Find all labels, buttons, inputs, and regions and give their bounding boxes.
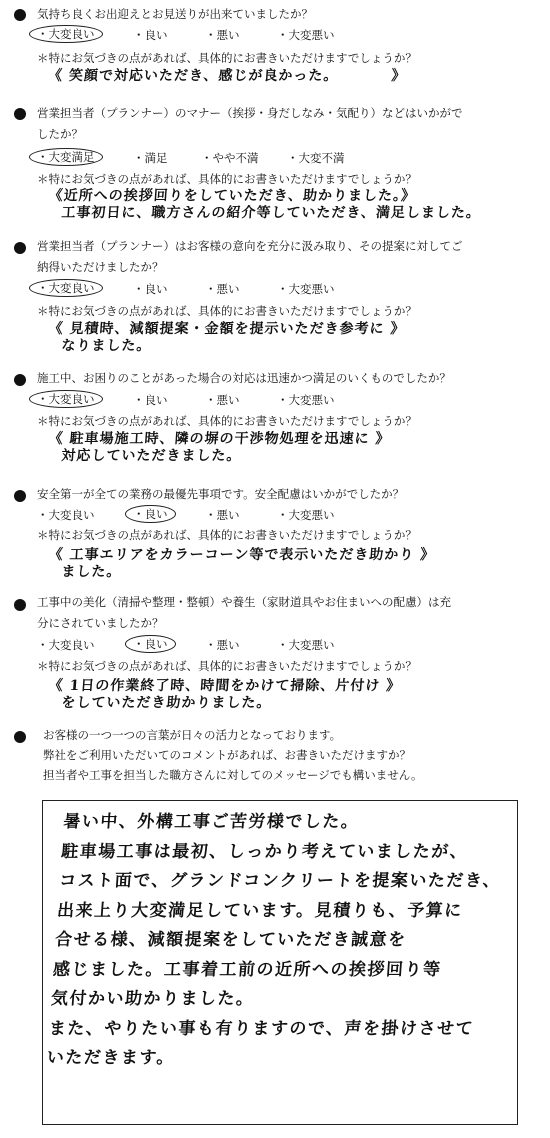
option[interactable]: ・良い [133, 28, 168, 42]
handwritten-answer: 《 笑顔で対応いただき、感じが良かった。 》 [47, 68, 407, 84]
option[interactable]: ・大変悪い [277, 393, 335, 407]
bullet-icon [14, 490, 26, 502]
option[interactable]: ・悪い [205, 508, 240, 522]
question-text: 工事中の美化（清掃や整理・整頓）や養生（家財道具やお住まいへの配慮）は充 分にされていましたか？ [37, 595, 451, 630]
comment-prompt: ＊特にお気づきの点があれば、具体的にお書きいただけますでしょうか？ [37, 528, 417, 542]
option[interactable]: ・悪い [205, 28, 240, 42]
comment-prompt: ＊特にお気づきの点があれば、具体的にお書きいただけますでしょうか？ [37, 51, 417, 65]
bullet-icon [14, 242, 26, 254]
option[interactable]: ・悪い [205, 638, 240, 652]
option[interactable]: ・大変悪い [277, 28, 335, 42]
comment-prompt: ＊特にお気づきの点があれば、具体的にお書きいただけますでしょうか？ [37, 172, 417, 186]
option[interactable]: ・良い [133, 393, 168, 407]
comment-prompt: ＊特にお気づきの点があれば、具体的にお書きいただけますでしょうか？ [37, 304, 417, 318]
question-text: 気持ち良くお出迎えとお見送りが出来ていましたか？ [37, 7, 313, 21]
option[interactable]: ・大変悪い [277, 282, 335, 296]
bullet-icon [14, 108, 26, 120]
handwritten-answer: 《 工事エリアをカラーコーン等で表示いただき助かり 》 ました。 [48, 547, 436, 580]
handwritten-answer: 《 1日の作業終了時、時間をかけて掃除、片付け 》 をしていただき助かりました。 [48, 678, 402, 711]
option[interactable]: ・良い [133, 282, 168, 296]
option[interactable]: ・悪い [205, 282, 240, 296]
option[interactable]: ・大変不満 [287, 151, 345, 165]
option-selected[interactable]: ・大変満足 [29, 148, 103, 166]
final-instructions: お客様の一つ一つの言葉が日々の活力となっております。 弊社をご利用いただいてのコメントがあれば、お書きいただけますか？ 担当者や工事を担当した職方さんに対してのメッセージでも構いません。 [43, 728, 423, 782]
option-selected[interactable]: ・大変良い [29, 25, 103, 43]
option-selected[interactable]: ・良い [125, 635, 176, 653]
bullet-icon [14, 9, 26, 21]
option-selected[interactable]: ・良い [125, 505, 176, 523]
option[interactable]: ・大変悪い [277, 638, 335, 652]
option-selected[interactable]: ・大変良い [29, 279, 103, 297]
option-selected[interactable]: ・大変良い [29, 390, 103, 408]
question-text: 安全第一が全ての業務の最優先事項です。安全配慮はいかがでしたか？ [37, 487, 405, 501]
handwritten-answer: 《 見積時、減額提案・金額を提示いただき参考に 》 なりました。 [48, 321, 406, 354]
option[interactable]: ・大変良い [37, 508, 95, 522]
question-text: 営業担当者（プランナー）のマナー（挨拶・身だしなみ・気配り）などはいかがで したか？ [37, 106, 463, 141]
option[interactable]: ・やや不満 [201, 151, 259, 165]
option[interactable]: ・満足 [133, 151, 168, 165]
option[interactable]: ・大変悪い [277, 508, 335, 522]
question-text: 営業担当者（プランナー）はお客様の意向を充分に汲み取り、その提案に対してご 納得いただけましたか？ [37, 239, 463, 274]
handwritten-comment: 暑い中、外構工事ご苦労様でした。 駐車場工事は最初、しっかり考えていましたが、 コスト面で、グランドコンクリートを提案いただき、 出来上り大変満足しています。見積りも、予算に 合せる様、減額提案をしていただき誠意を 感じました。工事着工前の近所への挨拶回り等 気付かい助かりました。 また、やりたい事も有りますので、声を掛けさせて いただきます。 [46, 812, 502, 1068]
option[interactable]: ・大変良い [37, 638, 95, 652]
bullet-icon [14, 374, 26, 386]
handwritten-answer: 《 駐車場施工時、隣の塀の干渉物処理を迅速に 》 対応していただきました。 [48, 431, 391, 464]
question-text: 施工中、お困りのことがあった場合の対応は迅速かつ満足のいくものでしたか？ [37, 371, 451, 385]
handwritten-answer: 《近所への挨拶回りをしていただき、助かりました。》 工事初日に、職方さんの紹介等していただき、満足しました。 [48, 188, 482, 221]
comment-prompt: ＊特にお気づきの点があれば、具体的にお書きいただけますでしょうか？ [37, 659, 417, 673]
comment-prompt: ＊特にお気づきの点があれば、具体的にお書きいただけますでしょうか？ [37, 414, 417, 428]
option[interactable]: ・悪い [205, 393, 240, 407]
bullet-icon [14, 599, 26, 611]
bullet-icon [14, 731, 26, 743]
